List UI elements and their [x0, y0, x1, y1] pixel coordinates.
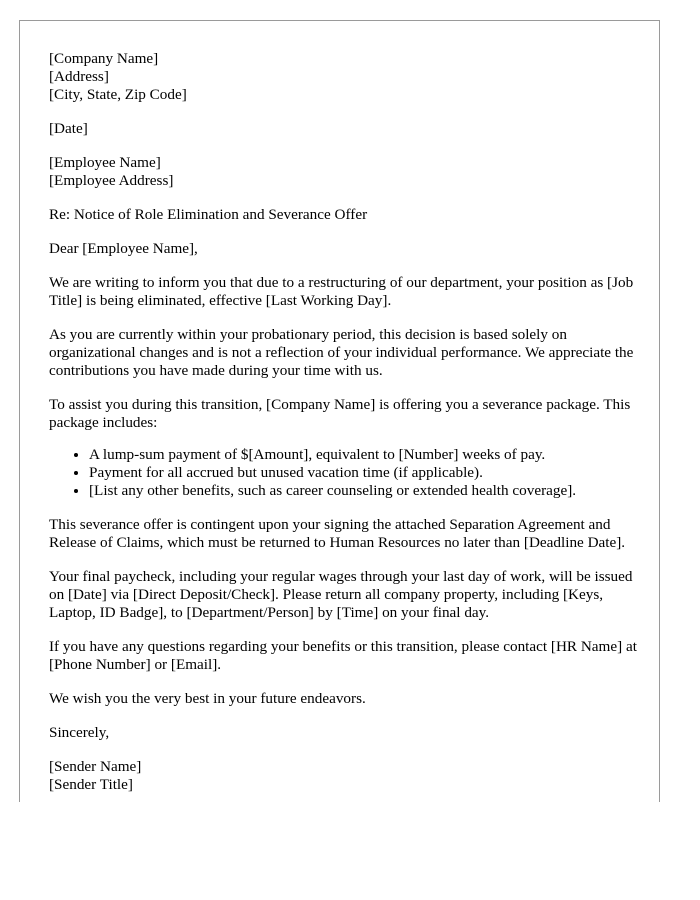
signature-block: [49, 758, 649, 794]
paragraph-contingent: This severance offer is contingent upon your signing the attached Separation Agreement and Release of Claims, which must be returned to Human Resources no later than [Deadline Date].: [49, 516, 626, 551]
list-item: • Payment for all accrued but unused vacation time (if applicable).: [89, 464, 649, 482]
subject-line: Re: Notice of Role Elimination and Severance Offer: [49, 206, 368, 223]
paragraph-restructuring: We are writing to inform you that due to a restructuring of our department, your position as [Job Title] is being eliminated, effective [Last Working Day].: [49, 274, 634, 309]
employee-name: [Employee Name]: [49, 154, 161, 171]
employee-address: [Employee Address]: [49, 172, 174, 189]
paragraph-severance-intro: To assist you during this transition, [Company Name] is offering you a severance package. This package includes:: [49, 396, 631, 431]
paragraph-best-wishes: We wish you the very best in your future endeavors.: [49, 690, 366, 707]
sender-title: [Sender Title]: [49, 776, 133, 793]
letter-content: [49, 50, 649, 802]
package-list: [49, 446, 649, 500]
letter-page: [19, 20, 660, 802]
sender-name: [Sender Name]: [49, 758, 142, 775]
salutation: Dear [Employee Name],: [49, 240, 198, 257]
list-item: • [List any other benefits, such as career counseling or extended health coverage].: [89, 482, 649, 500]
company-block: [49, 50, 649, 104]
letter-date: [Date]: [49, 120, 88, 137]
company-name: [Company Name]: [49, 50, 159, 67]
employee-block: [49, 154, 649, 190]
company-city-state-zip: [City, State, Zip Code]: [49, 86, 187, 103]
paragraph-questions: If you have any questions regarding your benefits or this transition, please contact [HR Name] at [Phone Number] or [Email].: [49, 638, 637, 673]
paragraph-probationary: As you are currently within your probationary period, this decision is based solely on organizational changes and is not a reflection of your individual performance. We appreciate the contributions you have made during your time with us.: [49, 326, 634, 379]
closing: Sincerely,: [49, 724, 110, 741]
list-item: • A lump-sum payment of $[Amount], equivalent to [Number] weeks of pay.: [89, 446, 649, 464]
company-address: [Address]: [49, 68, 109, 85]
paragraph-final-paycheck: Your final paycheck, including your regular wages through your last day of work, will be issued on [Date] via [Direct Deposit/Check]. Please return all company property, including [Keys, Laptop, ID Badge], to [Department/Person] by [Time] on your final day.: [49, 568, 633, 621]
